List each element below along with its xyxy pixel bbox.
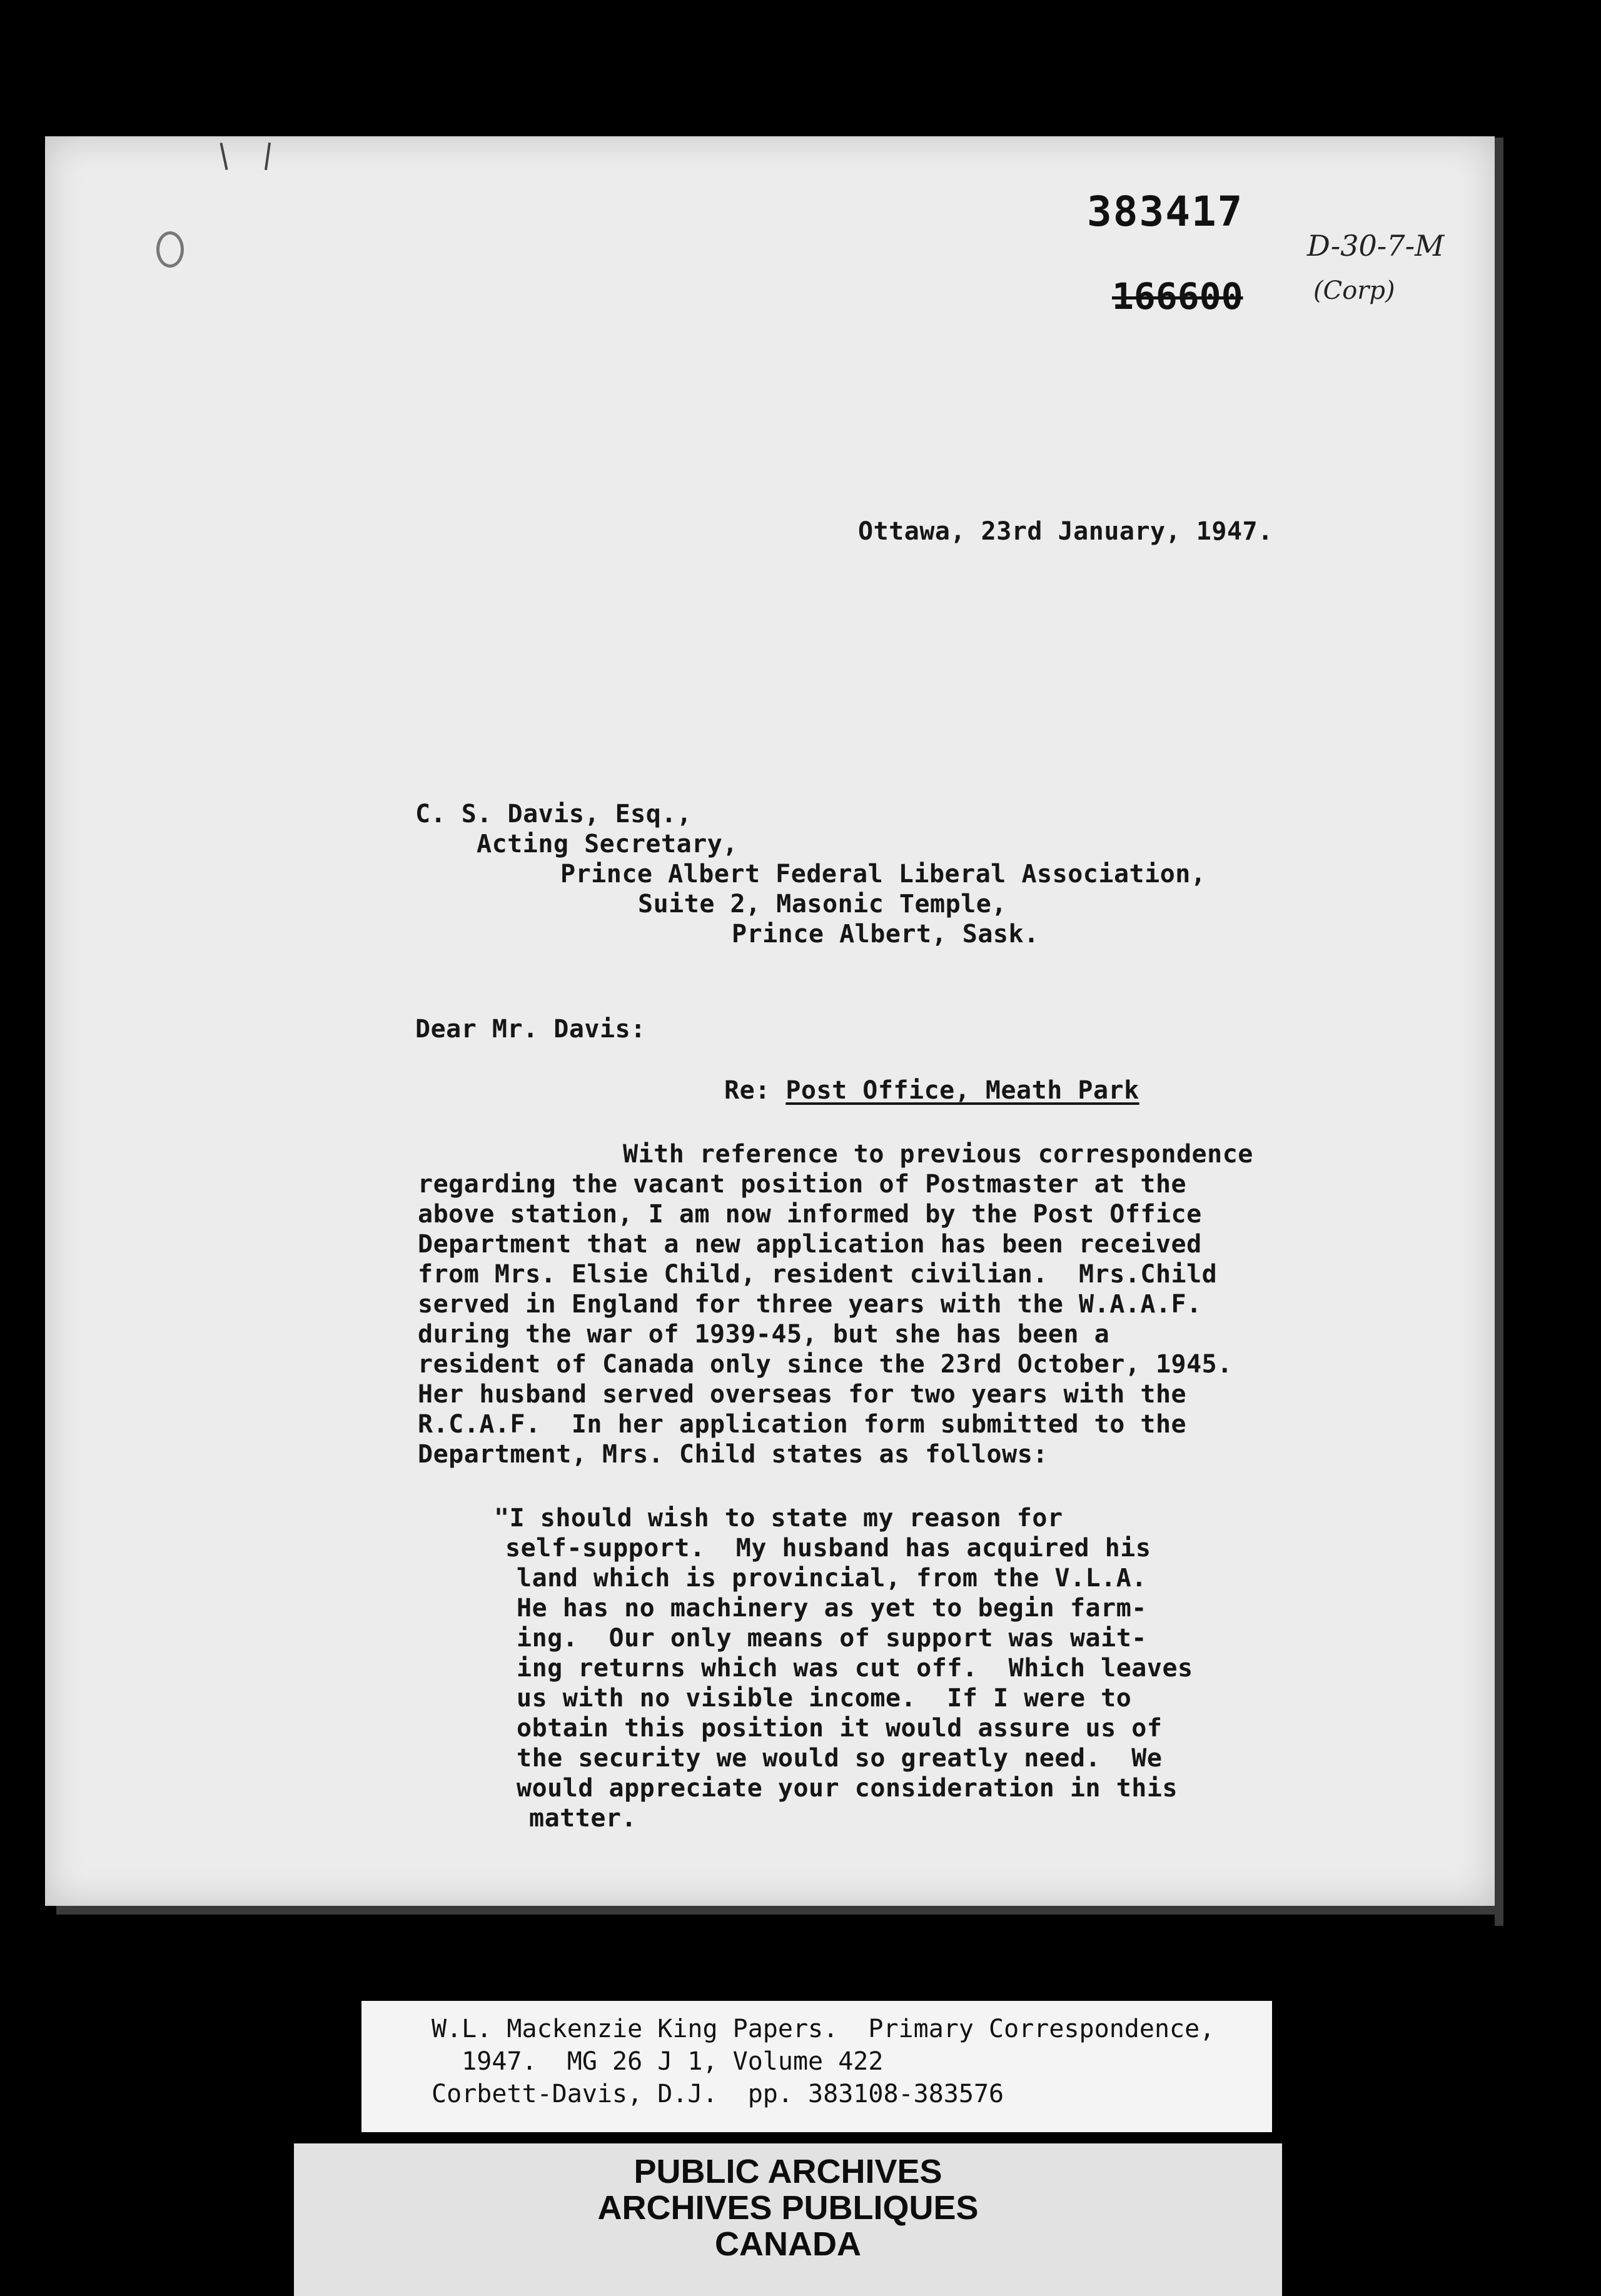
quote-line: matter. [529,1804,637,1833]
body-line: above station, I am now informed by the Post Office [418,1200,1202,1229]
body-line: R.C.A.F. In her application form submitted to the [418,1410,1187,1439]
body-line: Her husband served overseas for two years with the [418,1380,1187,1409]
re-subject: Post Office, Meath Park [785,1076,1139,1105]
date-line: Ottawa, 23rd January, 1947. [858,517,1273,546]
public-archives-stamp [294,2143,1282,2296]
archive-stamp-line: ARCHIVES PUBLIQUES [597,2189,979,2227]
quote-line: ing returns which was cut off. Which leaves [517,1654,1193,1683]
citation-line: 1947. MG 26 J 1, Volume 422 [432,2047,884,2076]
page-shadow [1495,138,1503,1926]
citation-line: Corbett-Davis, D.J. pp. 383108-383576 [432,2080,1004,2108]
archive-citation-label [361,2001,1272,2132]
quote-line: would appreciate your consideration in this [517,1774,1178,1803]
re-prefix: Re: [724,1076,786,1105]
quote-line: He has no machinery as yet to begin farm- [517,1594,1147,1623]
quote-line: us with no visible income. If I were to [517,1684,1132,1713]
document-number: 383417 [1087,188,1244,236]
body-line: during the war of 1939-45, but she has been a [418,1320,1110,1349]
archive-stamp-line: CANADA [715,2225,861,2263]
handwritten-note: (Corp) [1313,276,1395,305]
address-line: Acting Secretary, [477,830,738,858]
body-line: from Mrs. Elsie Child, resident civilian. Mrs.Child [418,1260,1218,1289]
body-line: served in England for three years with the W.A.A.F. [418,1290,1202,1319]
archive-stamp-line: PUBLIC ARCHIVES [634,2153,942,2190]
quote-line: "I should wish to state my reason for [494,1504,1063,1533]
salutation: Dear Mr. Davis: [415,1015,646,1044]
quote-line: land which is provincial, from the V.L.A. [517,1564,1147,1593]
handwritten-file-reference: D-30-7-M [1307,229,1445,263]
quote-line: ing. Our only means of support was wait- [517,1624,1147,1653]
quote-line: the security we would so greatly need. We [517,1744,1163,1773]
struck-old-number: 166600 [1112,275,1243,318]
body-line: resident of Canada only since the 23rd October, 1945. [418,1350,1233,1379]
re-line [724,1075,1139,1105]
quote-line: obtain this position it would assure us of [517,1714,1163,1743]
citation-line: W.L. Mackenzie King Papers. Primary Correspondence, [432,2015,1215,2043]
address-line: Suite 2, Masonic Temple, [638,890,1007,919]
body-line: Department that a new application has been received [418,1230,1202,1259]
quote-line: self-support. My husband has acquired his [505,1534,1151,1563]
address-line: Prince Albert, Sask. [732,920,1039,949]
body-line: With reference to previous correspondence [623,1140,1253,1169]
punch-hole-mark [156,231,184,268]
address-line: C. S. Davis, Esq., [415,800,692,828]
body-line: regarding the vacant position of Postmaster at the [418,1170,1187,1199]
address-line: Prince Albert Federal Liberal Association, [560,860,1206,889]
body-line: Department, Mrs. Child states as follows: [418,1440,1048,1469]
page-shadow-bottom [56,1906,1503,1915]
